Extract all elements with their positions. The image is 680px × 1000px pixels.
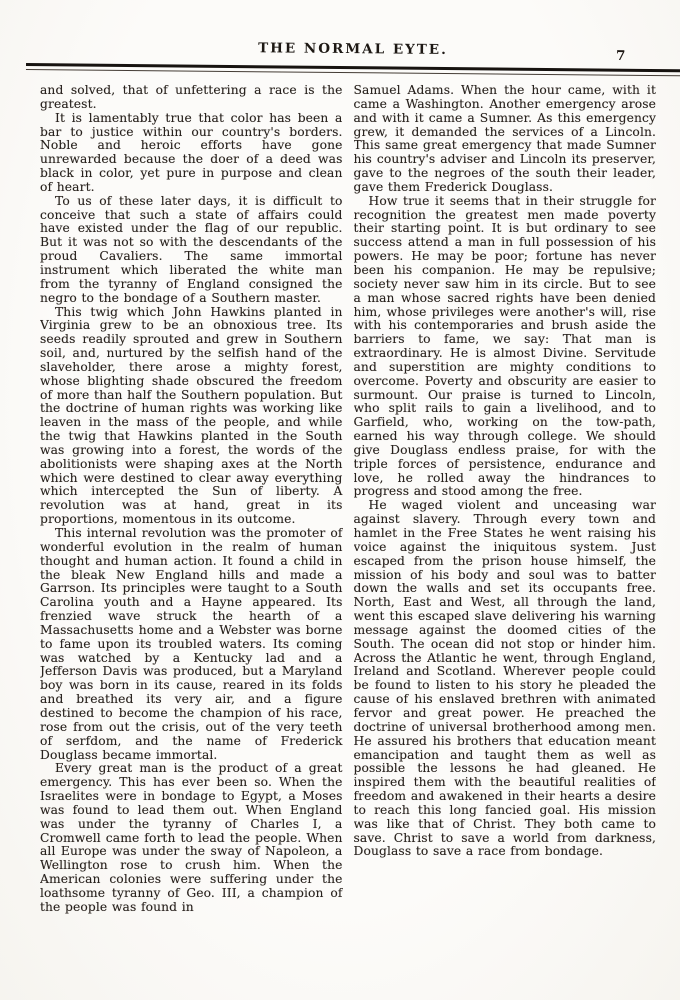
- paragraph: To us of these later days, it is difficult to conceive that such a state of affairs could have existed under the flag of our republic. But it was not so with the descendants of the proud Cavaliers. The same immortal instrument which liberated the white man from the tyranny of England consigned the negro to the bondage of a Southern master.: [40, 193, 343, 305]
- paragraph: It is lamentably true that color has been a bar to justice within our country's borders. Noble and heroic efforts have gone unrewarded because the doer of a deed was black in color, yet pure in purpose and clean of heart.: [40, 110, 343, 194]
- paragraph: and solved, that of unfettering a race is the greatest.: [40, 84, 343, 111]
- page-title: THE NORMAL EYTE.: [258, 40, 448, 58]
- text-columns: [40, 84, 656, 915]
- paragraph: This twig which John Hawkins planted in Virginia grew to be an obnoxious tree. Its seeds readily sprouted and grew in Southern soil, and, nurtured by the selfish hand of the slaveholder, there arose a mighty forest, whose blighting shade obscured the freedom of more than half the Southern population. But the doctrine of human rights was working like leaven in the mass of the people, and while the twig that Hawkins planted in the South was growing into a forest, the words of the abolitionists were shaping axes at the North which were destined to clear away everything which intercepted the Sun of liberty. A revolution was at hand, great in its proportions, momentous in its outcome.: [40, 304, 343, 527]
- paragraph: Every great man is the product of a great emergency. This has ever been so. When the Israelites were in bondage to Egypt, a Moses was found to lead them out. When England was under the tyranny of Charles I, a Cromwell came forth to lead the people. When all Europe was under the sway of Napoleon, a Wellington rose to crush him. When the American colonies were suffering under the loathsome tyranny of Geo. III, a champion of the people was found in: [40, 761, 343, 914]
- paragraph: This internal revolution was the promoter of wonderful evolution in the realm of human thought and human action. It found a child in the bleak New England hills and made a Garrson. Its principles were taught to a South Carolina youth and a Hayne appeared. Its frenzied wave struck the hearth of a Massachusetts home and a Webster was borne to fame upon its troubled waters. Its coming was watched by a Kentucky lad and a Jefferson Davis was produced, but a Maryland boy was born in its cause, reared in its folds and breathed its very air, and a figure destined to become the champion of his race, rose from out the crisis, out of the very teeth of serfdom, and the name of Frederick Douglass became immortal.: [40, 526, 343, 762]
- paragraph: He waged violent and unceasing war against slavery. Through every town and hamlet in the Free States he went raising his voice against the iniquitous system. Just escaped from the prison house himself, the mission of his body and soul was to batter down the walls and set its occupants free. North, East and West, all through the land, went this escaped slave delivering his warning message against the doomed cities of the South. The ocean did not stop or hinder him. Across the Atlantic he went, through England, Ireland and Scotland. Wherever people could be found to listen to his story he pleaded the cause of his enslaved brethren with animated fervor and great power. He preached the doctrine of universal brotherhood among men. He assured his brothers that education meant emancipation and taught them as well as possible the lessons he had gleaned. He inspired them with the beautiful realities of freedom and awakened in their hearts a desire to reach this long fancied goal. His mission was like that of Christ. They both came to save. Christ to save a world from darkness, Douglass to save a race from bondage.: [353, 498, 656, 859]
- header-rule: [26, 63, 680, 76]
- paragraph: How true it seems that in their struggle for recognition the greatest men made poverty their starting point. It is but ordinary to see success attend a man in full possession of his powers. He may be poor; fortune has never been his companion. He may be repulsive; society never saw him in its circle. But to see a man whose sacred rights have been denied him, whose privileges were another's will, rise with his contemporaries and brush aside the barriers to fame, we say: That man is extraordinary. He is almost Divine. Servitude and superstition are mighty conditions to overcome. Poverty and obscurity are easier to surmount. Our praise is turned to Lincoln, who split rails to gain a livelihood, and to Garfield, who, working on the tow-path, earned his way through college. We should give Douglass endless praise, for with the triple forces of persistence, endurance and love, he rolled away the hindrances to progress and stood among the free.: [353, 193, 656, 499]
- left-column: [40, 84, 343, 915]
- right-column: [354, 84, 657, 915]
- page-number: 7: [615, 47, 626, 65]
- paragraph: Samuel Adams. When the hour came, with it came a Washington. Another emergency arose and with it came a Sumner. As this emergency grew, it demanded the services of a Lincoln. This same great emergency that made Sumner his country's adviser and Lincoln its preserver, gave to the negroes of the south their leader, gave them Frederick Douglass.: [353, 84, 656, 194]
